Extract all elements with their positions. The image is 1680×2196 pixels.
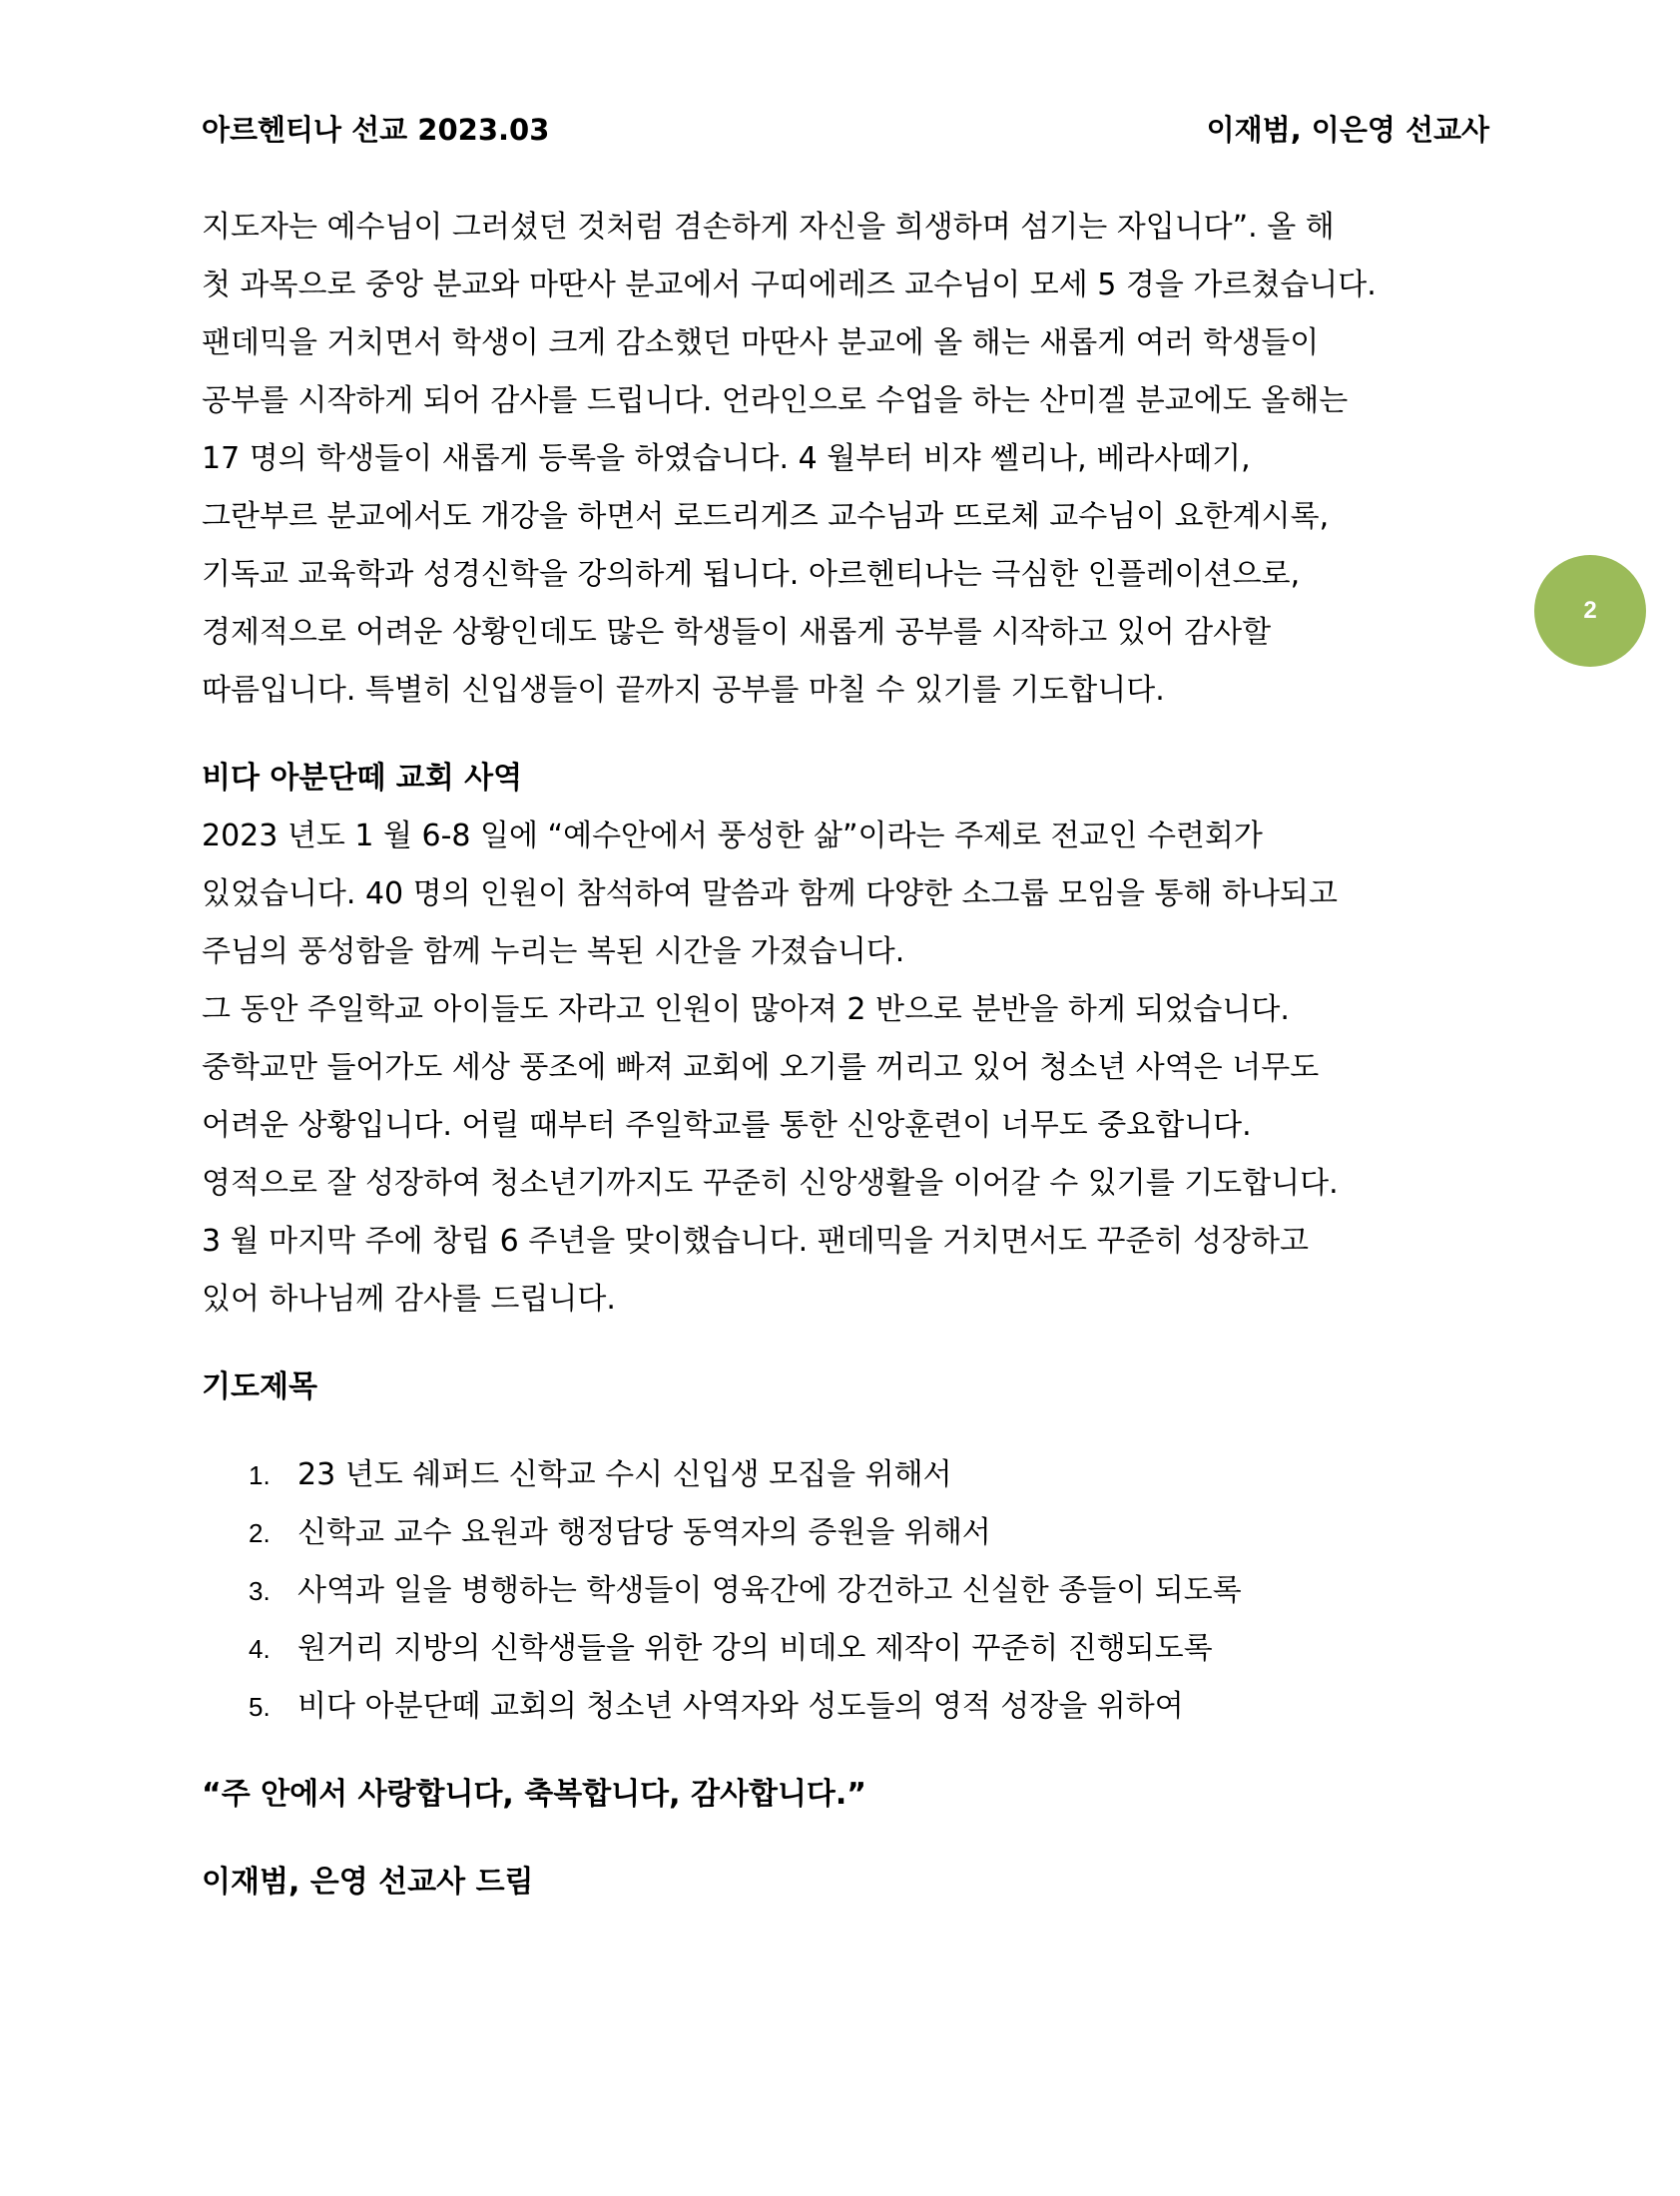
closing-signature: 이재범, 은영 선교사 드림 xyxy=(202,1865,534,1900)
church-section-heading: 비다 아분단떼 교회 사역 xyxy=(202,761,523,796)
prayer-item-number: 5. xyxy=(249,1692,271,1722)
prayer-item-text: 원거리 지방의 신학생들을 위한 강의 비데오 제작이 꾸준히 진행되도록 xyxy=(297,1631,1213,1666)
paragraph-line: 그 동안 주일학교 아이들도 자라고 인원이 많아져 2 반으로 분반을 하게 되었습니다. xyxy=(202,992,1290,1027)
paragraph-line: 주님의 풍성함을 함께 누리는 복된 시간을 가졌습니다. xyxy=(202,934,905,969)
paragraph-line: 영적으로 잘 성장하여 청소년기까지도 꾸준히 신앙생활을 이어갈 수 있기를 기도합니다. xyxy=(202,1166,1339,1201)
prayer-item-text: 비다 아분단떼 교회의 청소년 사역자와 성도들의 영적 성장을 위하여 xyxy=(297,1689,1184,1724)
paragraph-line: 기독교 교육학과 성경신학을 강의하게 됩니다. 아르헨티나는 극심한 인플레이션으로, xyxy=(202,557,1301,592)
paragraph-line: 있었습니다. 40 명의 인원이 참석하여 말씀과 함께 다양한 소그룹 모임을 통해 하나되고 xyxy=(202,876,1338,911)
intro-paragraph xyxy=(202,199,1499,720)
prayer-heading: 기도제목 xyxy=(202,1370,317,1404)
prayer-item xyxy=(202,1446,1499,1504)
paragraph-line: 첫 과목으로 중앙 분교와 마딴사 분교에서 구띠에레즈 교수님이 모세 5 경을 가르쳤습니다. xyxy=(202,268,1377,302)
paragraph-line: 공부를 시작하게 되어 감사를 드립니다. 언라인으로 수업을 하는 산미겔 분교에도 올해는 xyxy=(202,383,1349,418)
church-section xyxy=(202,750,1499,1329)
paragraph-line: 그란부르 분교에서도 개강을 하면서 로드리게즈 교수님과 뜨로체 교수님이 요한계시록, xyxy=(202,499,1330,534)
prayer-item-number: 2. xyxy=(249,1518,271,1548)
paragraph-line: 있어 하나님께 감사를 드립니다. xyxy=(202,1282,616,1317)
header-authors: 이재범, 이은영 선교사 xyxy=(1206,113,1489,147)
paragraph-line: 따름입니다. 특별히 신입생들이 끝까지 공부를 마칠 수 있기를 기도합니다. xyxy=(202,673,1165,708)
paragraph-line: 지도자는 예수님이 그러셨던 것처럼 겸손하게 자신을 희생하며 섬기는 자입니다”. 올 해 xyxy=(202,210,1335,245)
prayer-item-text: 신학교 교수 요원과 행정담당 동역자의 증원을 위해서 xyxy=(297,1515,991,1550)
prayer-item xyxy=(202,1678,1499,1736)
prayer-item xyxy=(202,1620,1499,1678)
prayer-item-number: 3. xyxy=(249,1576,271,1606)
prayer-item xyxy=(202,1504,1499,1562)
closing-blessing: “주 안에서 사랑합니다, 축복합니다, 감사합니다.” xyxy=(202,1777,867,1812)
paragraph-line: 어려운 상황입니다. 어릴 때부터 주일학교를 통한 신앙훈련이 너무도 중요합니다. xyxy=(202,1108,1252,1143)
prayer-item xyxy=(202,1562,1499,1620)
letter-body xyxy=(202,199,1499,1912)
page-header xyxy=(202,108,1489,158)
prayer-item-number: 4. xyxy=(249,1634,271,1664)
paragraph-line: 3 월 마지막 주에 창립 6 주년을 맞이했습니다. 팬데믹을 거치면서도 꾸준히 성장하고 xyxy=(202,1224,1309,1259)
paragraph-line: 17 명의 학생들이 새롭게 등록을 하였습니다. 4 월부터 비쟈 쎌리나, 베라사떼기, xyxy=(202,441,1251,476)
prayer-item-number: 1. xyxy=(249,1460,271,1490)
paragraph-line: 경제적으로 어려운 상황인데도 많은 학생들이 새롭게 공부를 시작하고 있어 감사할 xyxy=(202,615,1272,650)
prayer-item-text: 23 년도 쉐퍼드 신학교 수시 신입생 모집을 위해서 xyxy=(297,1457,952,1492)
page-number-badge: 2 xyxy=(1534,555,1646,667)
paragraph-line: 2023 년도 1 월 6-8 일에 “예수안에서 풍성한 삶”이라는 주제로 전교인 수련회가 xyxy=(202,819,1263,853)
header-title: 아르헨티나 선교 2023.03 xyxy=(202,113,550,147)
paragraph-line: 중학교만 들어가도 세상 풍조에 빠져 교회에 오기를 꺼리고 있어 청소년 사역은 너무도 xyxy=(202,1050,1320,1085)
prayer-section xyxy=(202,1359,1499,1736)
prayer-item-text: 사역과 일을 병행하는 학생들이 영육간에 강건하고 신실한 종들이 되도록 xyxy=(297,1573,1242,1608)
paragraph-line: 팬데믹을 거치면서 학생이 크게 감소했던 마딴사 분교에 올 해는 새롭게 여러 학생들이 xyxy=(202,325,1320,360)
prayer-list xyxy=(202,1446,1499,1736)
